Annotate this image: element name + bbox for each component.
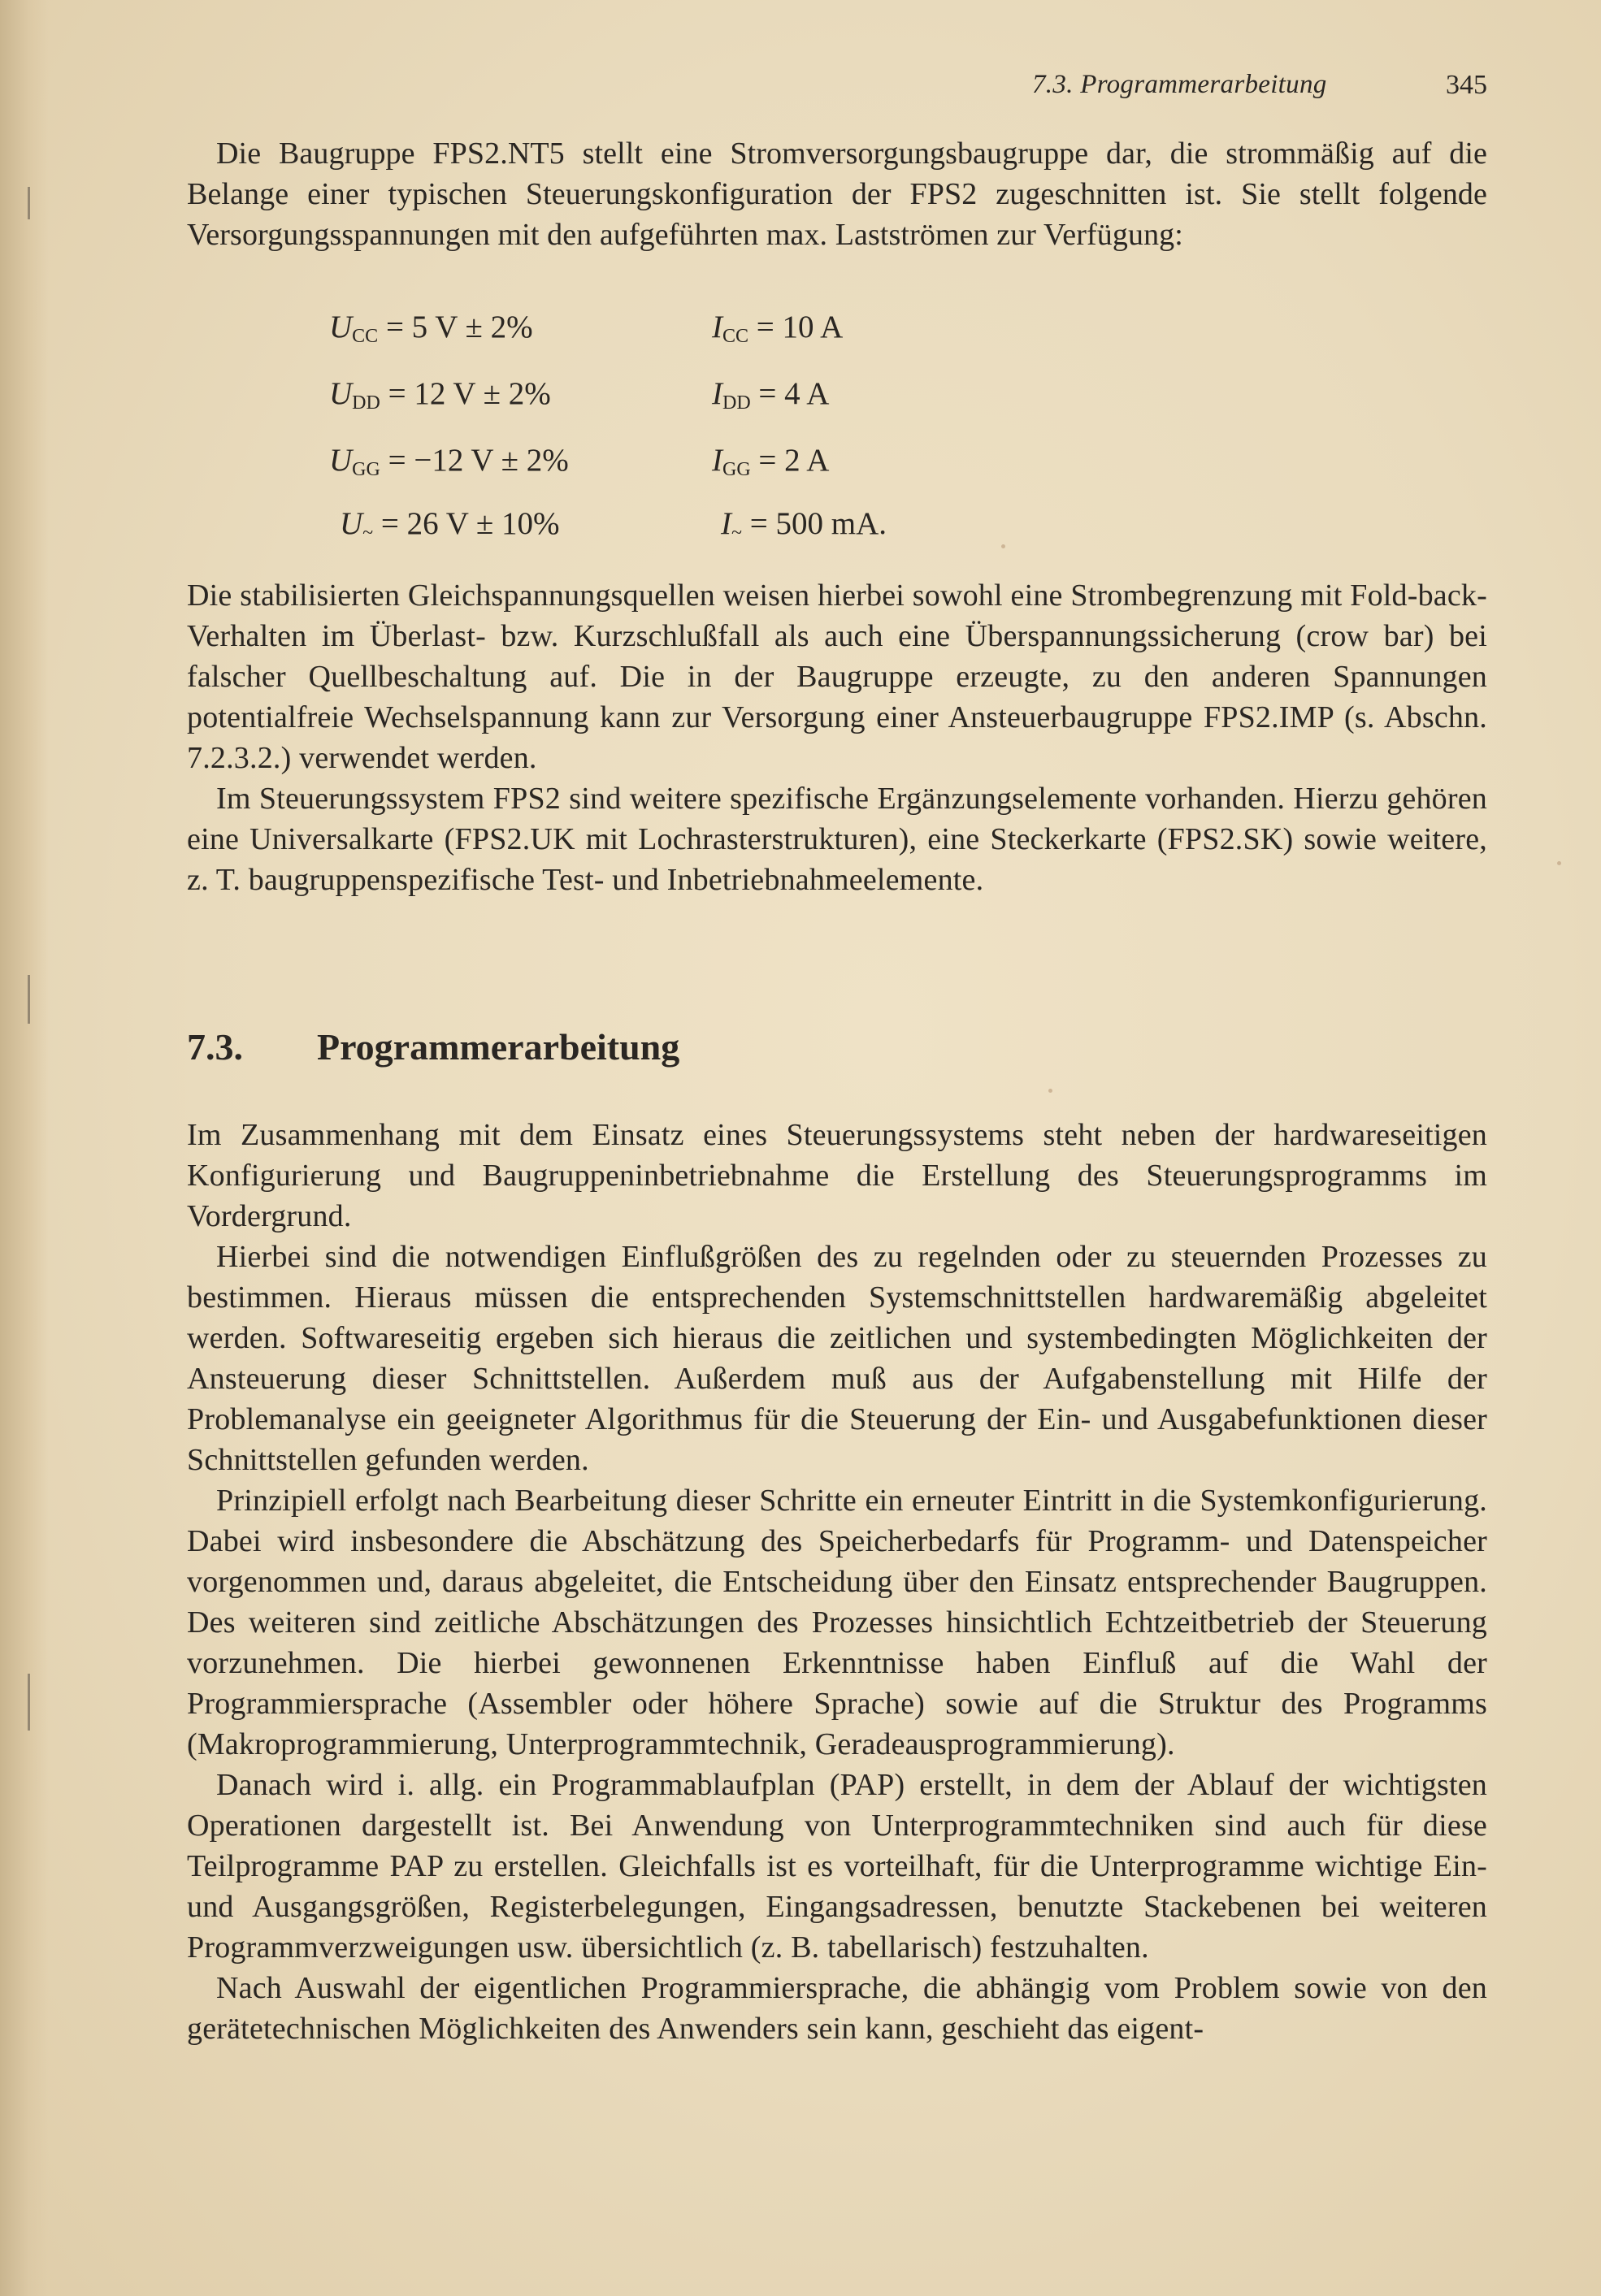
spec-current-gg: $I_{GG} = 2$ A — [712, 443, 830, 480]
spec-voltage-cc: $U_{CC} = 5$ V ± 2% — [329, 310, 533, 347]
paragraph: Prinzipiell erfolgt nach Bearbeitung dieser Schritte ein erneuter Eintritt in die Systemkonfigurierung. Dabei wird insbesondere die Abschätzung des Speicherbedarfs für Programm- und Datenspeicher vorgenommen und, daraus abgeleitet, die Entscheidung über den Einsatz entsprechender Baugruppen. Des weiteren sind zeitliche Abschätzungen des Prozesses hinsichtlich Echtzeitbetrieb der Steuerung vorzunehmen. Die hierbei gewonnenen Erkenntnisse haben Einfluß auf die Wahl der Programmiersprache (Assembler oder höhere Sprache) sowie auf die Struktur des Programms (Makroprogrammierung, Unterprogrammtechnik, Geradeausprogrammierung). — [187, 1484, 1487, 1761]
spec-voltage-gg: $U_{GG} = -12$ V ± 2% — [329, 443, 569, 480]
margin-mark — [28, 1674, 30, 1731]
page-number: 345 — [1446, 70, 1487, 100]
page-spine-shadow — [0, 0, 49, 2296]
paragraph: Hierbei sind die notwendigen Einflußgrößen des zu regelnden oder zu steuernden Prozesses zu bestimmen. Hieraus müssen die entsprechenden Systemschnittstellen hardwaremäßig abgeleitet werden. Softwareseitig ergeben sich hieraus die zeitlichen und systembedingten Möglichkeiten der Ansteuerung dieser Schnittstellen. Außerdem muß aus der Aufgabenstellung mit Hilfe der Problemanalyse ein geeigneter Algorithmus für die Steuerung der Ein- und Ausgabefunktionen dieser Schnittstellen gefunden werden. — [187, 1240, 1487, 1477]
paragraph: Die stabilisierten Gleichspannungsquellen weisen hierbei sowohl eine Strombegrenzung mit Fold-back-Verhalten im Überlast- bzw. Kurzschlußfall als auch eine Überspannungssicherung (crow bar) bei falscher Quellbeschaltung auf. Die in der Baugruppe erzeugte, zu den anderen Spannungen potentialfreie Wechselspannung kann zur Versorgung einer Ansteuerbaugruppe FPS2.IMP (s. Abschn. 7.2.3.2.) verwendet werden. — [187, 578, 1487, 775]
margin-mark — [28, 187, 30, 219]
paragraph: Im Zusammenhang mit dem Einsatz eines Steuerungssystems steht neben der hardwareseitigen Konfigurierung und Baugruppeninbetriebnahme die Erstellung des Steuerungsprogramms im Vordergrund. — [187, 1118, 1487, 1233]
paragraph: Danach wird i. allg. ein Programmablaufplan (PAP) erstellt, in dem der Ablauf der wichtigsten Operationen dargestellt ist. Bei Anwendung von Unterprogrammtechniken sind auch für diese Teilprogramme PAP zu erstellen. Gleichfalls ist es vorteilhaft, für die Unterprogramme wichtige Ein- und Ausgangsgrößen, Registerbelegungen, Eingangsadressen, benutzte Stackebenen bei weiteren Programmverzweigungen usw. übersichtlich (z. B. tabellarisch) festzuhalten. — [187, 1768, 1487, 1965]
margin-mark — [28, 975, 30, 1024]
section-heading — [187, 1025, 679, 1068]
paper-speck — [1048, 1089, 1052, 1093]
running-title: 7.3. Programmerarbeitung — [1032, 70, 1327, 99]
paper-speck — [1557, 861, 1561, 865]
spec-current-dd: $I_{DD} = 4$ A — [712, 376, 830, 414]
paragraph: Nach Auswahl der eigentlichen Programmiersprache, die abhängig vom Problem sowie von den gerätetechnischen Möglichkeiten des Anwenders sein kann, geschieht das eigent- — [187, 1971, 1487, 2046]
paper-speck — [1001, 544, 1005, 548]
section-number: 7.3. — [187, 1026, 243, 1068]
spec-voltage-ac: $U_\sim = 26$ V ± 10% — [340, 506, 560, 544]
intro-text: Die Baugruppe FPS2.NT5 stellt eine Stromversorgungsbaugruppe dar, die strommäßig auf die Belange einer typischen Steuerungskonfiguration der FPS2 zugeschnitten ist. Sie stellt folgende Versorgungsspannungen mit den aufgeführten max. Lastströmen zur Verfügung: — [187, 136, 1487, 252]
body-text-top — [187, 575, 1487, 900]
paragraph: Im Steuerungssystem FPS2 sind weitere spezifische Ergänzungselemente vorhanden. Hierzu gehören eine Universalkarte (FPS2.UK mit Lochrasterstrukturen), eine Steckerkarte (FPS2.SK) sowie weitere, z. T. baugruppenspezifische Test- und Inbetriebnahmeelemente. — [187, 782, 1487, 897]
body-text-section — [187, 1115, 1487, 2049]
spec-current-ac: $I_\sim = 500$ mA. — [721, 506, 887, 544]
section-title: Programmerarbeitung — [317, 1026, 680, 1068]
spec-current-cc: $I_{CC} = 10$ A — [712, 310, 844, 347]
spec-voltage-dd: $U_{DD} = 12$ V ± 2% — [329, 376, 551, 414]
intro-paragraph — [187, 133, 1487, 255]
